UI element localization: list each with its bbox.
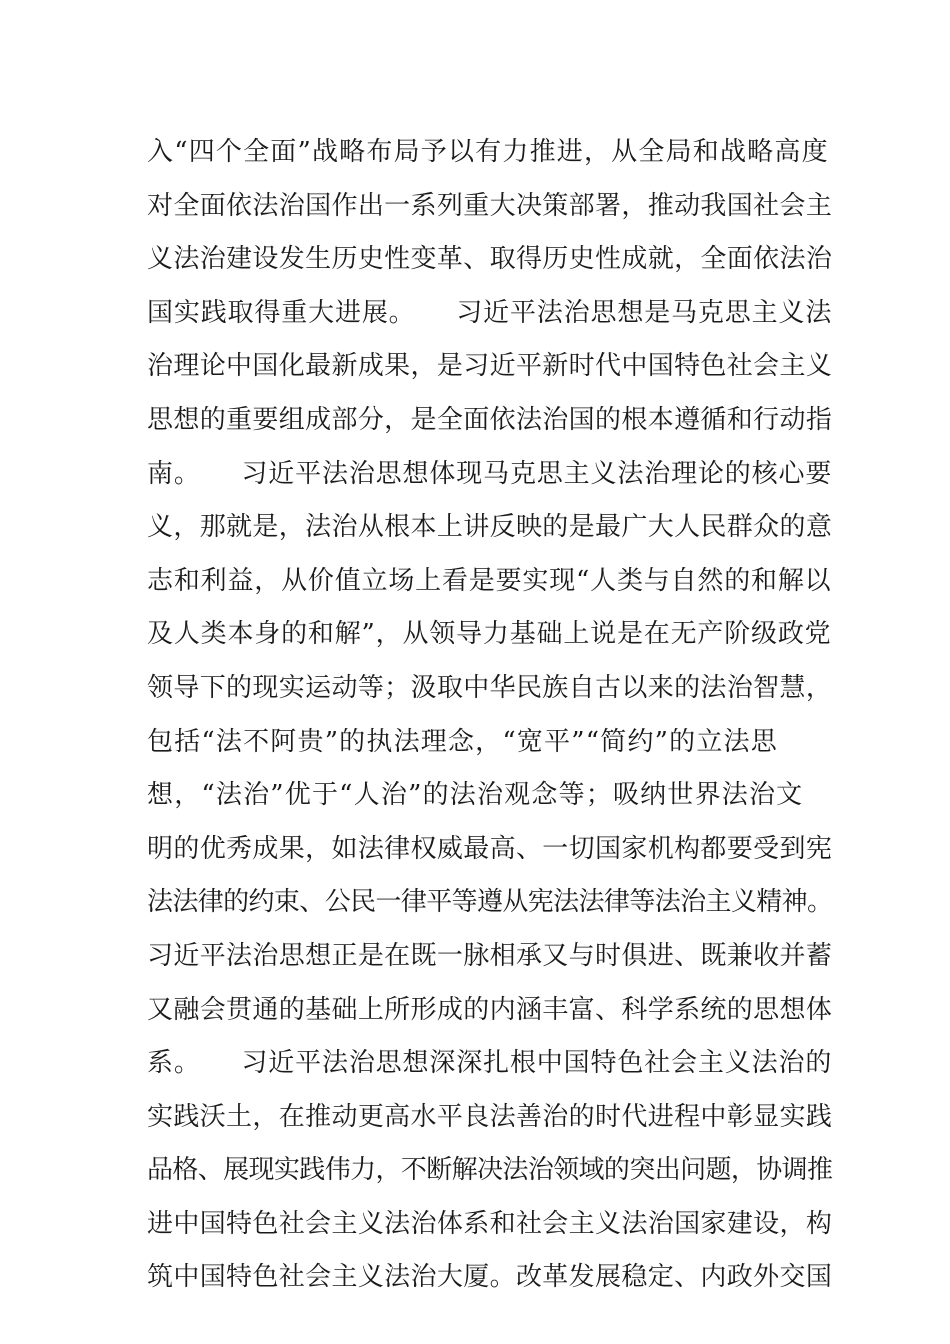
text-line: 义，那就是，法治从根本上讲反映的是最广大人民群众的意 (147, 512, 833, 543)
text-line: 法法律的约束、公民一律平等遵从宪法法律等法治主义精神。 (147, 887, 833, 918)
text-line: 对全面依法治国作出一系列重大决策部署，推动我国社会主 (147, 190, 833, 221)
text-line: 领导下的现实运动等；汲取中华民族自古以来的法治智慧， (147, 672, 833, 703)
text-line: 又融会贯通的基础上所形成的内涵丰富、科学系统的思想体 (147, 994, 833, 1025)
body-text (147, 126, 833, 1305)
text-line: 品格、展现实践伟力，不断解决法治领域的突出问题，协调推 (147, 1155, 833, 1186)
text-line: 治理论中国化最新成果，是习近平新时代中国特色社会主义 (147, 351, 833, 382)
text-line: 明的优秀成果，如法律权威最高、一切国家机构都要受到宪 (147, 833, 833, 864)
text-line: 习近平法治思想正是在既一脉相承又与时俱进、既兼收并蓄 (147, 940, 833, 971)
text-line: 包括“法不阿贵”的执法理念，“宽平”“简约”的立法思 (147, 726, 778, 757)
text-line: 志和利益，从价值立场上看是要实现“人类与自然的和解以 (147, 565, 832, 596)
text-line: 筑中国特色社会主义法治大厦。改革发展稳定、内政外交国 (147, 1262, 833, 1293)
text-line: 南。 习近平法治思想体现马克思主义法治理论的核心要 (147, 458, 833, 489)
text-line: 想，“法治”优于“人治”的法治观念等；吸纳世界法治文 (147, 780, 804, 811)
text-line: 进中国特色社会主义法治体系和社会主义法治国家建设，构 (147, 1208, 833, 1239)
text-line: 思想的重要组成部分，是全面依法治国的根本遵循和行动指 (147, 404, 833, 435)
text-line: 系。 习近平法治思想深深扎根中国特色社会主义法治的 (147, 1048, 833, 1079)
text-line: 实践沃土，在推动更高水平良法善治的时代进程中彰显实践 (147, 1101, 833, 1132)
text-line: 入“四个全面”战略布局予以有力推进，从全局和战略高度 (147, 137, 829, 167)
text-line: 及人类本身的和解”，从领导力基础上说是在无产阶级政党 (147, 619, 832, 650)
text-line: 义法治建设发生历史性变革、取得历史性成就，全面依法治 (147, 244, 833, 275)
text-line: 国实践取得重大进展。 习近平法治思想是马克思主义法 (147, 297, 833, 328)
